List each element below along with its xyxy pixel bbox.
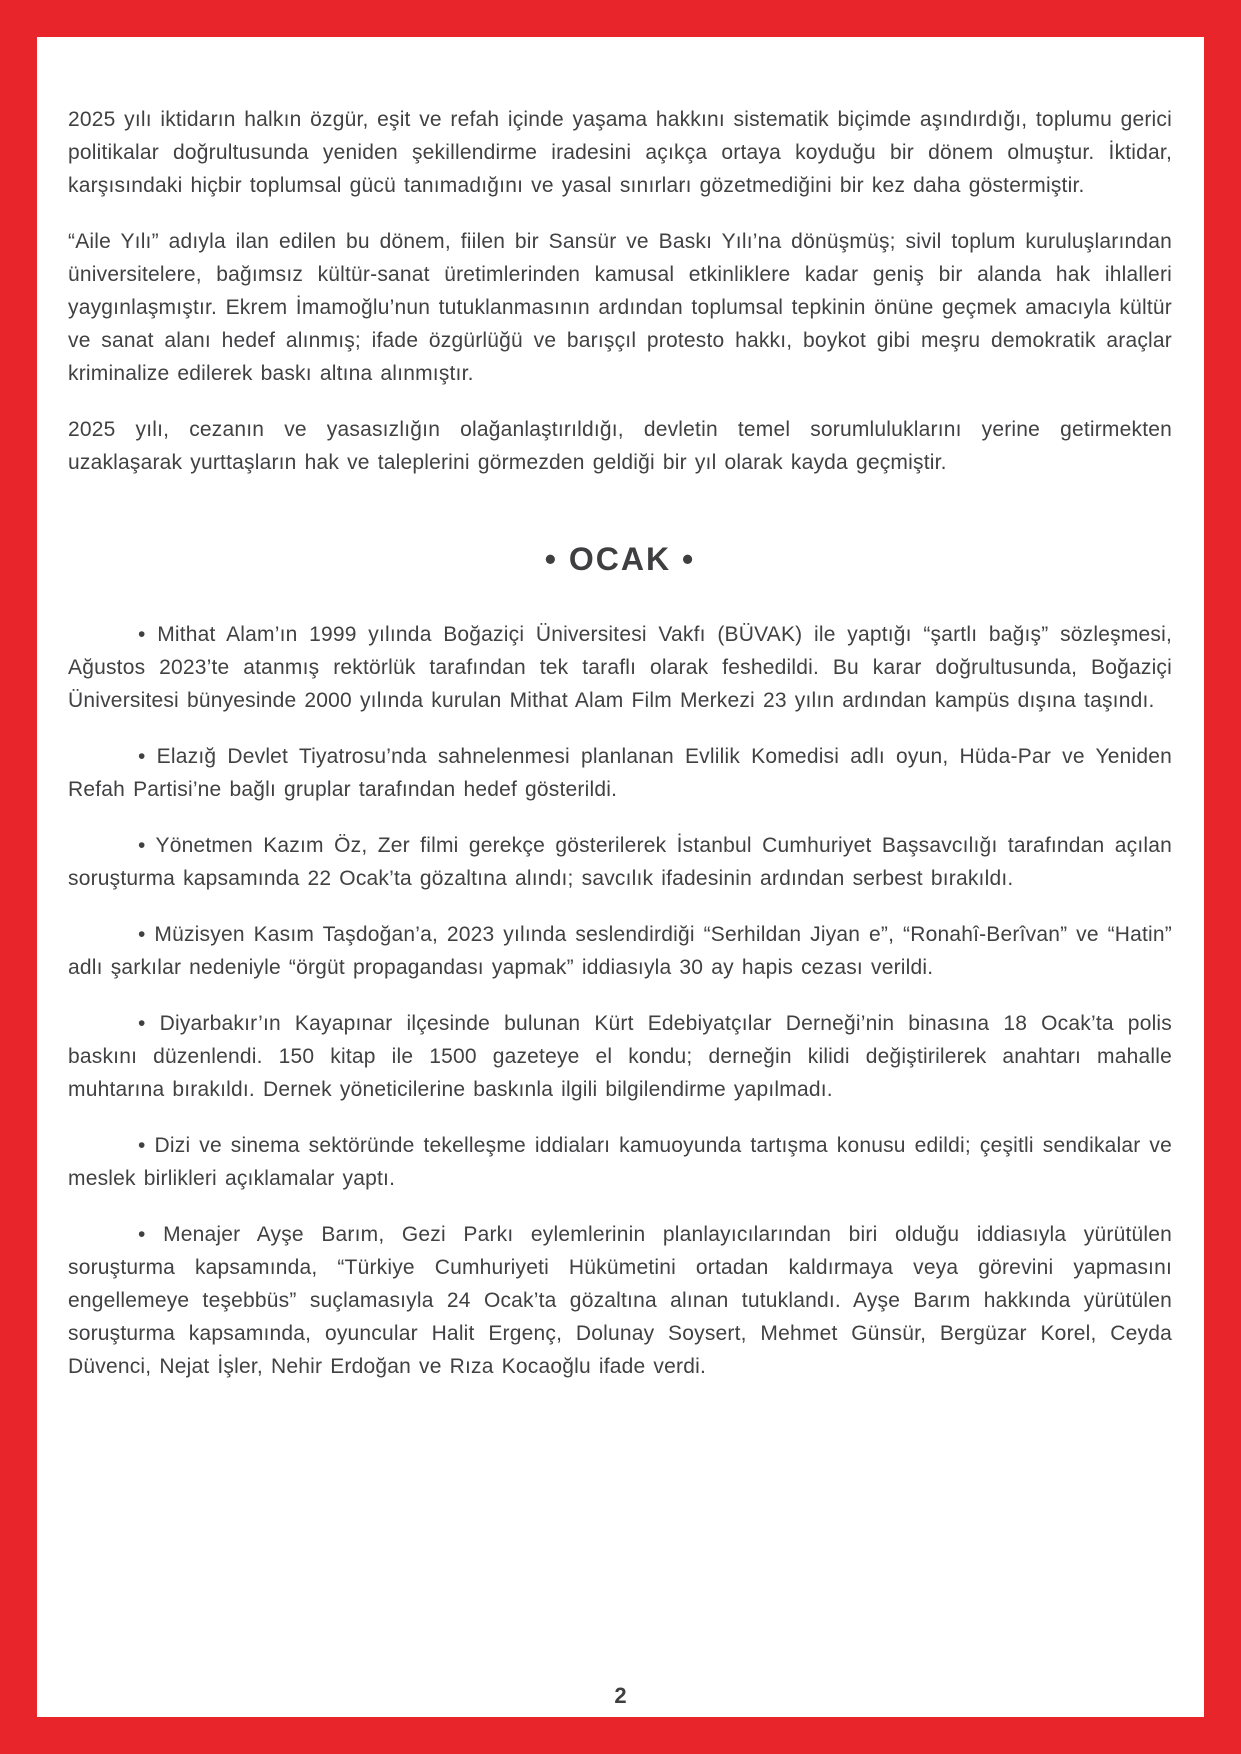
bullet-item-7: • Menajer Ayşe Barım, Gezi Parkı eylemlerinin planlayıcılarından biri olduğu iddiasıyla yürütülen soruşturma kapsamında, “Türkiye Cumhuriyeti Hükümetini ortadan kaldırmaya veya görevini yapmasını engellemeye teşebbüs” suçlamasıyla 24 Ocak’ta gözaltına alınan tutuklandı. Ayşe Barım hakkında yürütülen soruşturma kapsamında, oyuncular Halit Ergenç, Dolunay Soysert, Mehmet Günsür, Bergüzar Korel, Ceyda Düvenci, Nejat İşler, Nehir Erdoğan ve Rıza Kocaoğlu ifade verdi.: [68, 1223, 1172, 1378]
intro-paragraph-3: 2025 yılı, cezanın ve yasasızlığın olağanlaştırıldığı, devletin temel sorumluluklarını yerine getirmekten uzaklaşarak yurttaşların hak ve taleplerini görmezden geldiği bir yıl olarak kayda geçmiştir.: [68, 418, 1172, 474]
intro-paragraph-1: 2025 yılı iktidarın halkın özgür, eşit ve refah içinde yaşama hakkını sistematik biçimde aşındırdığı, toplumu gerici politikalar doğrultusunda yeniden şekillendirme iradesini açıkça ortaya koyduğu bir dönem olmuştur. İktidar, karşısındaki hiçbir toplumsal gücü tanımadığını ve yasal sınırları gözetmediğini bir kez daha göstermiştir.: [68, 108, 1172, 197]
intro-paragraph-2: “Aile Yılı” adıyla ilan edilen bu dönem, fiilen bir Sansür ve Baskı Yılı’na dönüşmüş; sivil toplum kuruluşlarından üniversitelere, bağımsız kültür-sanat üretimlerinden kamusal etkinliklere kadar geniş bir alanda hak ihlalleri yaygınlaşmıştır. Ekrem İmamoğlu’nun tutuklanmasının ardından toplumsal tepkinin önüne geçmek amacıyla kültür ve sanat alanı hedef alınmış; ifade özgürlüğü ve barışçıl protesto hakkı, boykot gibi meşru demokratik araçlar kriminalize edilerek baskı altına alınmıştır.: [68, 230, 1172, 385]
bullet-item-5: • Diyarbakır’ın Kayapınar ilçesinde bulunan Kürt Edebiyatçılar Derneği’nin binasına 18 Ocak’ta polis baskını düzenlendi. 150 kitap ile 1500 gazeteye el kondu; derneğin kilidi değiştirilerek anahtarı mahalle muhtarına bırakıldı. Dernek yöneticilerine baskınla ilgili bilgilendirme yapılmadı.: [68, 1012, 1172, 1101]
bullet-item-6: • Dizi ve sinema sektöründe tekelleşme iddiaları kamuoyunda tartışma konusu edildi; çeşitli sendikalar ve meslek birlikleri açıklamalar yaptı.: [68, 1134, 1172, 1190]
bullet-item-2: • Elazığ Devlet Tiyatrosu’nda sahnelenmesi planlanan Evlilik Komedisi adlı oyun, Hüda-Par ve Yeniden Refah Partisi’ne bağlı gruplar tarafından hedef gösterildi.: [68, 745, 1172, 801]
page-content: [37, 37, 1204, 1717]
bullet-item-3: • Yönetmen Kazım Öz, Zer filmi gerekçe gösterilerek İstanbul Cumhuriyet Başsavcılığı tarafından açılan soruşturma kapsamında 22 Ocak’ta gözaltına alındı; savcılık ifadesinin ardından serbest bırakıldı.: [68, 834, 1172, 890]
section-heading-ocak: • OCAK •: [544, 541, 696, 577]
page-number: 2: [614, 1683, 627, 1708]
bullet-item-4: • Müzisyen Kasım Taşdoğan’a, 2023 yılında seslendirdiği “Serhildan Jiyan e”, “Ronahî-Berîvan” ve “Hatin” adlı şarkılar nedeniyle “örgüt propagandası yapmak” iddiasıyla 30 ay hapis cezası verildi.: [68, 923, 1172, 979]
bullet-item-1: • Mithat Alam’ın 1999 yılında Boğaziçi Üniversitesi Vakfı (BÜVAK) ile yaptığı “şartlı bağış” sözleşmesi, Ağustos 2023’te atanmış rektörlük tarafından tek taraflı olarak feshedildi. Bu karar doğrultusunda, Boğaziçi Üniversitesi bünyesinde 2000 yılında kurulan Mithat Alam Film Merkezi 23 yılın ardından kampüs dışına taşındı.: [68, 623, 1172, 712]
